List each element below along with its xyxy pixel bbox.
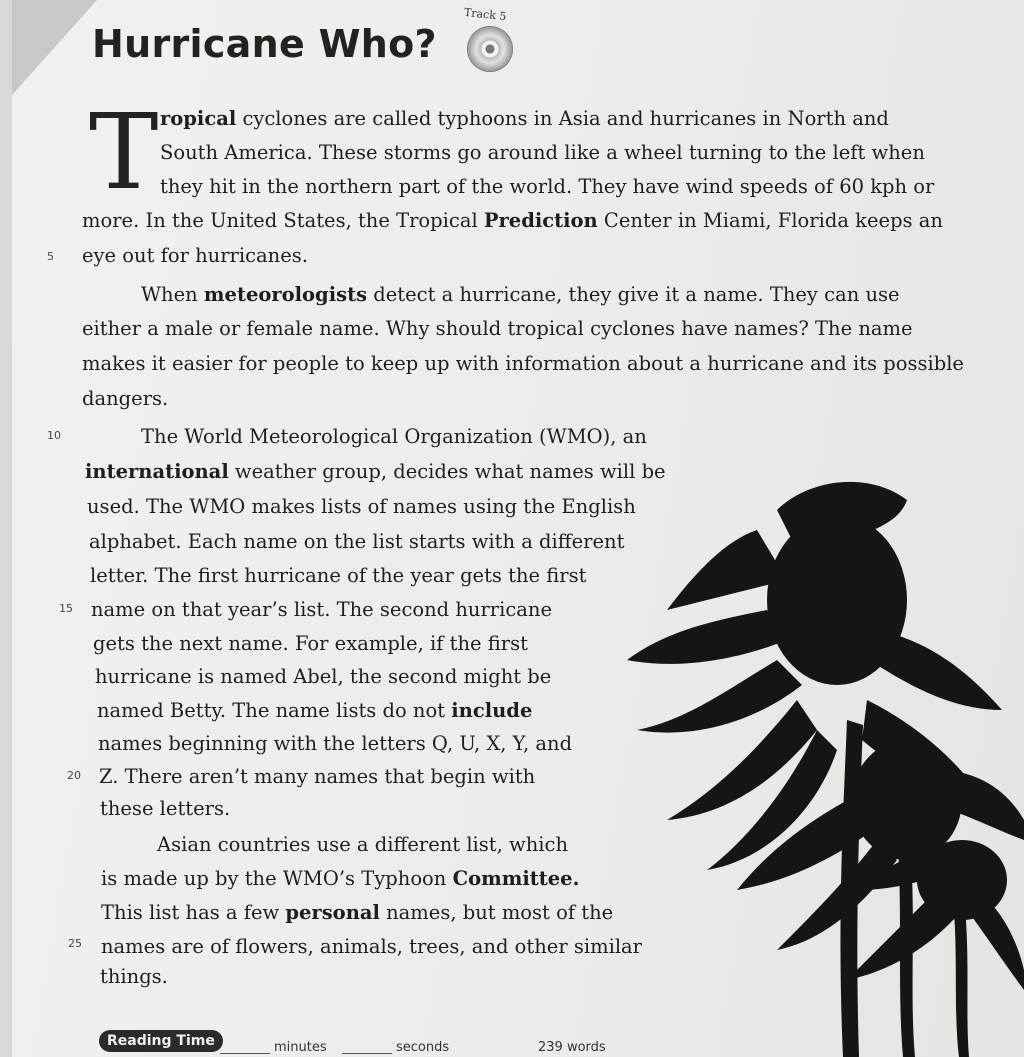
- text-line: used. The WMO makes lists of names using the English: [87, 495, 636, 518]
- page-title: Hurricane Who?: [92, 22, 437, 66]
- text-line: things.: [100, 965, 168, 988]
- seconds-label: seconds: [396, 1040, 450, 1055]
- line-number: 25: [68, 937, 82, 950]
- text-line: Z. There aren’t many names that begin with: [99, 765, 536, 788]
- textbook-page: [12, 0, 1024, 1057]
- minutes-blank: [220, 1053, 270, 1054]
- line-number: 5: [47, 250, 54, 263]
- line-number: 15: [59, 602, 73, 615]
- audio-cd-icon[interactable]: [467, 26, 513, 72]
- word-count: 239 words: [538, 1040, 606, 1055]
- text-line: more. In the United States, the Tropical Prediction Center in Miami, Florida keeps an: [82, 209, 943, 232]
- line-number: 10: [47, 429, 61, 442]
- text-line: makes it easier for people to keep up with information about a hurricane and its possible: [82, 352, 964, 375]
- page-corner-shadow: [12, 0, 97, 95]
- text-line: named Betty. The name lists do not include: [97, 699, 533, 722]
- reading-time-badge: Reading Time: [99, 1030, 223, 1052]
- text-line: names are of flowers, animals, trees, and other similar: [101, 935, 643, 958]
- text-line: gets the next name. For example, if the first: [93, 632, 528, 655]
- text-line: When meteorologists detect a hurricane, they give it a name. They can use: [141, 283, 900, 306]
- text-line: is made up by the WMO’s Typhoon Committee.: [101, 867, 580, 890]
- line-number: 20: [67, 769, 81, 782]
- text-line: name on that year’s list. The second hurricane: [91, 598, 552, 621]
- text-line: Asian countries use a different list, which: [157, 833, 569, 856]
- text-line: ropical cyclones are called typhoons in Asia and hurricanes in North and: [160, 107, 889, 130]
- drop-cap: T: [89, 91, 159, 213]
- text-line: letter. The first hurricane of the year gets the first: [90, 564, 587, 587]
- text-line: dangers.: [82, 387, 169, 410]
- text-line: The World Meteorological Organization (WMO), an: [141, 425, 647, 448]
- text-line: these letters.: [100, 797, 231, 820]
- text-line: international weather group, decides what names will be: [85, 460, 666, 483]
- minutes-label: minutes: [274, 1040, 327, 1055]
- text-line: they hit in the northern part of the world. They have wind speeds of 60 kph or: [160, 175, 935, 198]
- text-line: either a male or female name. Why should tropical cyclones have names? The name: [82, 317, 913, 340]
- text-line: hurricane is named Abel, the second might be: [95, 665, 552, 688]
- text-line: eye out for hurricanes.: [82, 244, 308, 267]
- seconds-blank: [342, 1053, 392, 1054]
- palm-tree-image: [607, 470, 1024, 1057]
- track-label: Track 5: [463, 5, 508, 24]
- text-line: alphabet. Each name on the list starts with a different: [89, 530, 625, 553]
- text-line: This list has a few personal names, but most of the: [101, 901, 614, 924]
- text-line: names beginning with the letters Q, U, X, Y, and: [98, 732, 573, 755]
- text-line: South America. These storms go around like a wheel turning to the left when: [160, 141, 925, 164]
